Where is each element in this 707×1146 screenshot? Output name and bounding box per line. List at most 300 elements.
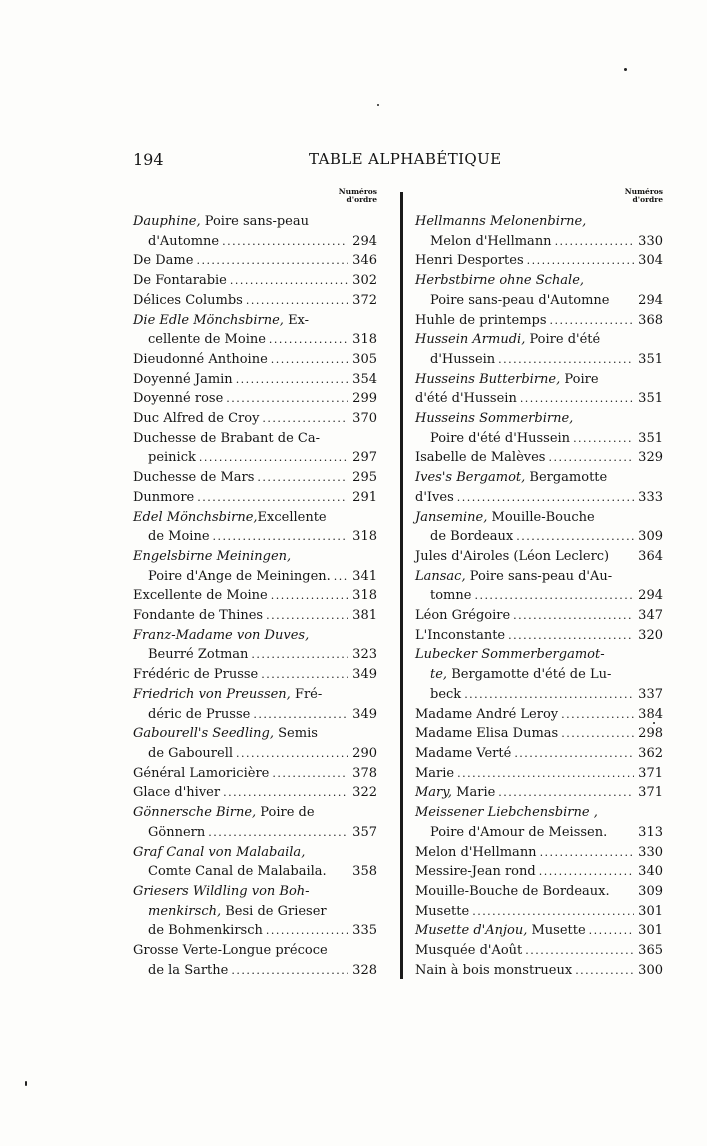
order-number: 304 — [638, 253, 663, 269]
entry-name-italic: Husseins Butterbirne, — [415, 371, 561, 387]
order-number: 351 — [638, 430, 663, 446]
order-number: 371 — [638, 785, 663, 801]
entry-name: Léon Grégoire — [415, 608, 511, 624]
entry-name: Bergamotte — [525, 470, 608, 486]
entry-name: peinick — [148, 450, 196, 466]
entry-name: d'Ives — [415, 489, 454, 505]
order-number: 322 — [352, 785, 377, 801]
entry-name: d'Hussein — [430, 351, 496, 367]
order-number: 294 — [352, 233, 377, 249]
entry-text — [415, 941, 522, 961]
entry-text — [415, 212, 586, 232]
index-entry — [133, 547, 377, 586]
index-entry — [133, 843, 377, 882]
order-number: 291 — [352, 489, 377, 505]
entry-line — [133, 744, 377, 764]
entry-line — [133, 783, 377, 803]
index-entry — [415, 645, 663, 704]
entry-name: Comte Canal de Malabaila. — [148, 864, 327, 880]
index-entry — [133, 803, 377, 842]
entry-name: De Fontarabie — [133, 273, 227, 289]
column-header — [133, 188, 377, 212]
left-entries — [133, 212, 377, 980]
index-entry — [415, 882, 663, 902]
order-number: 299 — [352, 391, 377, 407]
entry-text — [415, 803, 598, 823]
order-number: 301 — [638, 903, 663, 919]
order-number: 340 — [638, 864, 663, 880]
entry-text — [133, 370, 233, 390]
entry-line — [133, 527, 377, 547]
entry-text — [133, 685, 322, 705]
entry-text — [133, 389, 223, 409]
entry-name: de la Sarthe — [148, 962, 229, 978]
order-number: 309 — [638, 883, 663, 899]
order-number: 309 — [638, 529, 663, 545]
order-number: 381 — [352, 608, 377, 624]
index-entry — [415, 271, 663, 310]
entry-line — [133, 567, 377, 587]
index-entry — [415, 902, 663, 922]
entry-name: beck — [430, 686, 462, 702]
dot-leader — [223, 783, 348, 803]
entry-name-italic: Gabourell's Seedling, — [133, 726, 275, 742]
entry-name-italic: Engelsbirne Meiningen, — [133, 548, 292, 564]
entry-line — [133, 389, 377, 409]
entry-text — [133, 724, 318, 744]
entry-name-italic: Hussein Armudi, — [415, 332, 526, 348]
entry-name-italic: Die Edle Mönchsbirne, — [133, 312, 284, 328]
entry-text — [415, 843, 537, 863]
entry-text — [415, 705, 558, 725]
dot-leader — [550, 311, 635, 331]
entry-text — [133, 508, 327, 528]
entry-name-italic: Ives's Bergamot, — [415, 470, 526, 486]
entry-text — [133, 488, 194, 508]
dot-leader — [575, 961, 634, 981]
entry-name: Poire — [560, 371, 599, 387]
entry-name: Poire d'été d'Hussein — [430, 430, 571, 446]
entry-line — [133, 606, 377, 626]
entry-text — [415, 271, 584, 291]
entry-text — [148, 902, 327, 922]
entry-name: Besi de Grieser — [221, 903, 327, 919]
order-number: 357 — [352, 824, 377, 840]
order-number: 368 — [638, 312, 663, 328]
entry-text — [133, 626, 309, 646]
entry-line — [415, 508, 663, 528]
entry-name: d'été d'Hussein — [415, 391, 517, 407]
entry-line — [415, 527, 663, 547]
entry-line — [133, 271, 377, 291]
entry-name-italic: Mary, — [415, 785, 453, 801]
index-entry — [415, 744, 663, 764]
entry-text — [430, 291, 609, 311]
index-entry — [415, 508, 663, 547]
index-entry — [415, 961, 663, 981]
dot-leader — [474, 586, 634, 606]
entry-text — [430, 232, 552, 252]
entry-name: Poire sans-peau — [200, 214, 309, 229]
entry-line — [415, 488, 663, 508]
entry-line — [415, 468, 663, 488]
order-number: 362 — [638, 745, 663, 761]
entry-text — [430, 429, 570, 449]
dot-leader — [269, 330, 348, 350]
entry-text — [133, 212, 309, 232]
index-entry — [415, 803, 663, 842]
entry-line — [133, 921, 377, 941]
dot-leader — [516, 527, 634, 547]
entry-text — [133, 882, 310, 902]
page-title: TABLE ALPHABÉTIQUE — [309, 150, 502, 168]
dot-leader — [561, 724, 634, 744]
entry-line — [415, 744, 663, 764]
entry-name: Melon d'Hellmann — [430, 233, 552, 249]
entry-line — [133, 370, 377, 390]
dot-leader — [457, 764, 634, 784]
paper-speck — [624, 68, 627, 71]
entry-name: Poire sans-peau d'Automne — [430, 292, 610, 308]
dot-leader — [472, 902, 634, 922]
entry-text — [415, 882, 610, 902]
entry-text — [415, 547, 609, 567]
dot-leader — [266, 606, 348, 626]
order-number: 323 — [352, 647, 377, 663]
column-header-line: d'ordre — [346, 195, 377, 204]
entry-text — [133, 783, 220, 803]
entry-name: Musette — [415, 903, 470, 919]
dot-leader — [230, 271, 348, 291]
entry-name: de Gabourell — [148, 745, 234, 761]
right-entries — [415, 212, 663, 980]
entry-name: Isabelle de Malèves — [415, 450, 546, 466]
entry-line — [133, 685, 377, 705]
entry-name: Poire d'été — [525, 332, 601, 348]
dot-leader — [257, 468, 348, 488]
entry-text — [415, 468, 607, 488]
index-entry — [415, 764, 663, 784]
dot-leader — [226, 389, 348, 409]
entry-text — [430, 685, 461, 705]
index-entry — [415, 626, 663, 646]
index-entry — [415, 448, 663, 468]
entry-text — [133, 311, 309, 331]
dot-leader — [271, 586, 348, 606]
index-entry — [133, 724, 377, 763]
index-entry — [415, 606, 663, 626]
entry-line — [415, 271, 663, 291]
column-header — [415, 188, 663, 212]
order-number: 341 — [352, 568, 377, 584]
entry-line — [415, 212, 663, 232]
entry-line — [133, 961, 377, 981]
entry-name: Poire d'Amour de Meissen. — [430, 824, 608, 840]
entry-text — [415, 389, 517, 409]
entry-text — [133, 251, 193, 271]
entry-name: Duc Alfred de Croy — [133, 411, 260, 427]
dot-leader — [555, 232, 635, 252]
entry-line — [415, 251, 663, 271]
dot-leader — [236, 744, 348, 764]
entry-name: d'Automne — [148, 233, 220, 249]
dot-leader — [236, 370, 348, 390]
dot-leader — [213, 527, 349, 547]
entry-name: de Bordeaux — [430, 529, 514, 545]
index-entry — [133, 764, 377, 784]
order-number: 370 — [352, 411, 377, 427]
entry-line — [133, 645, 377, 665]
order-number: 330 — [638, 844, 663, 860]
entry-text — [133, 764, 269, 784]
entry-text — [415, 902, 469, 922]
index-entry — [133, 941, 377, 980]
entry-line — [133, 882, 377, 902]
entry-text — [415, 724, 558, 744]
entry-name: Duchesse de Mars — [133, 470, 255, 486]
entry-line — [133, 488, 377, 508]
dot-leader — [540, 843, 635, 863]
entry-text — [415, 409, 573, 429]
entry-line — [415, 803, 663, 823]
entry-text — [415, 961, 572, 981]
entry-name-italic: menkirsch, — [148, 903, 222, 919]
entry-text — [148, 330, 266, 350]
order-number: 349 — [352, 667, 377, 683]
entry-name: Beurré Zotman — [148, 647, 249, 663]
entry-name: Dunmore — [133, 489, 195, 505]
order-number: 347 — [638, 608, 663, 624]
order-number: 335 — [352, 923, 377, 939]
entry-line — [415, 783, 663, 803]
entry-name: Délices Columbs — [133, 292, 243, 308]
entry-name: L'Inconstante — [415, 627, 506, 643]
order-number: 302 — [352, 273, 377, 289]
dot-leader — [508, 626, 634, 646]
entry-line — [415, 961, 663, 981]
entry-name: Madame Elisa Dumas — [415, 726, 559, 742]
entry-text — [148, 862, 327, 882]
entry-line — [133, 212, 377, 232]
entry-name: Musquée d'Août — [415, 943, 523, 959]
entry-name: Frédéric de Prusse — [133, 667, 259, 683]
entry-name-italic: Herbstbirne ohne Schale, — [415, 273, 585, 289]
entry-name-italic: Meissener Liebchensbirne , — [415, 805, 598, 821]
entry-line — [415, 370, 663, 390]
page-number: 194 — [133, 150, 164, 169]
order-number: 318 — [352, 588, 377, 604]
dot-leader — [498, 783, 634, 803]
entry-text — [148, 232, 219, 252]
order-number: 351 — [638, 391, 663, 407]
entry-name: Marie — [415, 765, 455, 781]
dot-leader — [457, 488, 634, 508]
entry-text — [415, 606, 510, 626]
entry-line — [415, 626, 663, 646]
dot-leader — [520, 389, 634, 409]
order-number: 365 — [638, 943, 663, 959]
order-number: 354 — [352, 371, 377, 387]
dot-leader — [222, 232, 348, 252]
entry-name-italic: Graf Canal von Malabaila, — [133, 844, 306, 860]
entry-text — [415, 783, 495, 803]
entry-text — [148, 705, 250, 725]
order-number: 294 — [638, 588, 663, 604]
entry-text — [148, 961, 228, 981]
entry-text — [415, 330, 600, 350]
entry-line — [133, 586, 377, 606]
entry-text — [430, 586, 471, 606]
entry-line — [133, 291, 377, 311]
entry-text — [133, 586, 268, 606]
entry-name: Musette — [527, 923, 586, 939]
order-number: 349 — [352, 706, 377, 722]
entry-line — [415, 448, 663, 468]
order-number: 294 — [638, 292, 663, 308]
entry-line — [133, 409, 377, 429]
order-number: 328 — [352, 962, 377, 978]
order-number: 378 — [352, 765, 377, 781]
entry-name: déric de Prusse — [148, 706, 251, 722]
index-entry — [415, 330, 663, 369]
entry-name: Poire de — [256, 805, 315, 821]
entry-name-italic: Gönnersche Birne, — [133, 805, 257, 821]
left-index-column — [133, 188, 377, 980]
index-entry — [415, 468, 663, 507]
entry-line — [415, 705, 663, 725]
entry-text — [133, 606, 263, 626]
dot-leader — [262, 409, 348, 429]
index-entry — [415, 941, 663, 961]
entry-name: Glace d'hiver — [133, 785, 221, 801]
entry-name: Gönnern — [148, 824, 206, 840]
order-number: 384 — [638, 706, 663, 722]
entry-line — [133, 350, 377, 370]
entry-text — [415, 311, 547, 331]
entry-text — [415, 764, 454, 784]
entry-name-italic: te, — [430, 667, 448, 683]
entry-name-italic: Friedrich von Preussen, — [133, 686, 291, 702]
order-number: 337 — [638, 686, 663, 702]
index-entry — [133, 488, 377, 508]
dot-leader — [251, 645, 348, 665]
index-entry — [415, 705, 663, 725]
dot-leader — [253, 705, 348, 725]
entry-line — [133, 705, 377, 725]
index-entry — [415, 547, 663, 567]
order-number: 301 — [638, 923, 663, 939]
index-entry — [133, 251, 377, 271]
entry-line — [133, 508, 377, 528]
order-number: 300 — [638, 962, 663, 978]
column-header-line: Numéros — [338, 187, 377, 196]
entry-line — [133, 251, 377, 271]
order-number: 305 — [352, 351, 377, 367]
entry-text — [133, 291, 243, 311]
order-number: 372 — [352, 292, 377, 308]
index-entry — [415, 921, 663, 941]
entry-name-italic: Griesers Wildling von Boh- — [133, 883, 310, 899]
entry-text — [430, 527, 513, 547]
entry-text — [415, 645, 605, 665]
entry-name: Dieudonné Anthoine — [133, 351, 268, 367]
entry-text — [415, 862, 536, 882]
entry-line — [415, 409, 663, 429]
dot-leader — [464, 685, 634, 705]
index-entry — [133, 685, 377, 724]
order-number: 329 — [638, 450, 663, 466]
entry-name: Poire d'Ange de Meiningen. — [148, 568, 331, 584]
entry-text — [133, 271, 227, 291]
index-entry — [133, 606, 377, 626]
index-entry — [133, 429, 377, 468]
entry-text — [148, 645, 248, 665]
entry-name-italic: Edel Mönchsbirne, — [133, 509, 258, 525]
paper-speck — [377, 104, 379, 106]
entry-line — [415, 843, 663, 863]
entry-line — [415, 547, 663, 567]
entry-name: Bergamotte d'été de Lu- — [447, 667, 612, 683]
entry-line — [415, 645, 663, 665]
column-header-line: Numéros — [624, 187, 663, 196]
dot-leader — [525, 941, 634, 961]
dot-leader — [539, 862, 634, 882]
entry-name: Fondante de Thines — [133, 608, 264, 624]
entry-line — [415, 862, 663, 882]
index-entry — [133, 586, 377, 606]
dot-leader — [514, 744, 634, 764]
entry-line — [415, 330, 663, 350]
dot-leader — [513, 606, 634, 626]
entry-name: Fré- — [290, 686, 323, 702]
entry-name-italic: Lansac, — [415, 568, 466, 584]
entry-line — [415, 902, 663, 922]
dot-leader — [196, 251, 348, 271]
entry-text — [133, 429, 320, 449]
dot-leader — [272, 764, 348, 784]
entry-line — [415, 232, 663, 252]
dot-leader — [199, 448, 348, 468]
index-entry — [133, 271, 377, 291]
entry-text — [133, 350, 268, 370]
entry-line — [415, 823, 663, 843]
entry-line — [133, 626, 377, 646]
index-entry — [415, 843, 663, 863]
entry-line — [415, 685, 663, 705]
entry-line — [133, 724, 377, 744]
entry-line — [133, 843, 377, 863]
entry-line — [415, 586, 663, 606]
index-entry — [133, 882, 377, 941]
index-entry — [133, 626, 377, 665]
order-number: 320 — [638, 627, 663, 643]
entry-name: Doyenné rose — [133, 391, 224, 407]
dot-leader — [498, 350, 634, 370]
entry-line — [133, 803, 377, 823]
entry-name: Messire-Jean rond — [415, 864, 536, 880]
entry-line — [133, 311, 377, 331]
entry-name-italic: Lubecker Sommerbergamot- — [415, 647, 605, 663]
entry-text — [148, 567, 331, 587]
entry-text — [148, 527, 210, 547]
entry-text — [148, 823, 205, 843]
entry-line — [133, 902, 377, 922]
entry-text — [415, 488, 454, 508]
entry-name: Nain à bois monstrueux — [415, 962, 573, 978]
entry-name: de Moine — [148, 529, 210, 545]
index-entry — [415, 724, 663, 744]
dot-leader — [334, 567, 348, 587]
